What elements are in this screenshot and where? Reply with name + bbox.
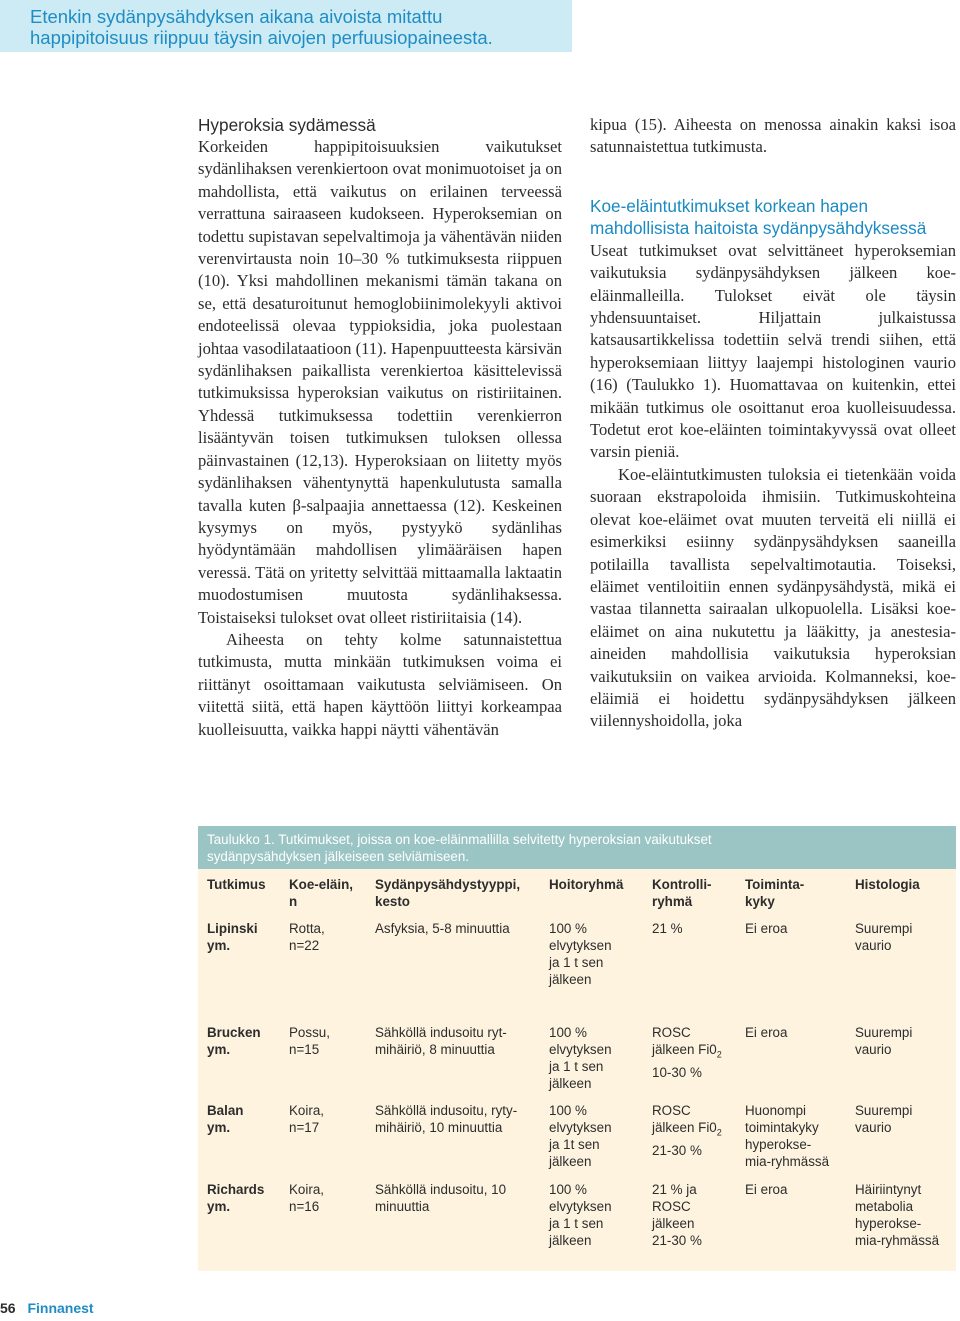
table-cell-line: hyperokse- [745,1137,812,1152]
table-header-cell [745,876,853,910]
table-cell-line: Ei eroa [745,921,788,936]
table-header-cell [652,876,744,910]
table-cell-line: ROSC [652,1025,691,1040]
table-cell [375,1181,547,1215]
table-cell-line: 100 % [549,1025,587,1040]
table-cell-line: n=15 [289,1042,320,1057]
table-cell [289,920,373,954]
table-cell-line: 21-30 % [652,1233,702,1248]
table-cell-line: Possu, [289,1025,330,1040]
table-cell-line: n=16 [289,1199,320,1214]
table-cell [289,1181,373,1215]
study-table [198,826,956,1271]
table-header-cell [375,876,547,910]
table-cell [855,920,955,954]
table-cell-line: Huonompi [745,1103,807,1118]
table-cell-line: Koira, [289,1103,324,1118]
article-paragraph: Useat tutkimukset ovat selvittäneet hyperoksemian vaikutuksia sydänpysähdyksen jälkeen koe-eläinmalleilla. Tulokset eivät ole täysin yhdensuuntaiset. Hiljattain julkaistussa katsausartikkelissa todettiin selvä trendi siihen, että hyperoksemiaan liittyy laajempi histologinen vaurio (16) (Taulukko 1). Huomattavaa on kuitenkin, ettei mikään tutkimus ole osoittanut eroa kuolleisuudessa. Todetut erot koe-eläinten toimintakyvyssä ovat olleet varsin pieniä. [590,240,956,462]
table-cell [745,1102,853,1170]
table-header-cell [289,876,373,910]
table-cell-line: n=22 [289,938,320,953]
table-cell-line: Rotta, [289,921,325,936]
section-heading: Koe-eläintutkimukset korkean hapen mahdollisista haitoista sydänpysähdyksessä [590,195,927,238]
table-cell-line: 21 % ja [652,1182,697,1197]
table-cell-line: 100 % [549,1103,587,1118]
table-cell-line: elvytyksen [549,1199,612,1214]
table-cell-line: ym. [207,1042,231,1057]
table-cell-line: mia-ryhmässä [745,1154,830,1169]
article-paragraph: Koe-eläintutkimusten tuloksia ei tietenkään voida suoraan ekstrapoloida ihmisiin. Tutkimuskohteina olevat koe-eläimet ovat muuten terveitä eli niillä ei esimerkiksi esiinny sydänpysähdyksen saaneilla potilailla tavallista sepelvaltimotautia. Toiseksi, eläimet ventiloitiin ennen sydänpysähdystä, mikä ei vastaa tilannetta sairaalan ulkopuolella. Lisäksi koe-eläimet on aina nukutettu ja lääkitty, ja anestesia-aineiden mahdollisia vaikutuksia hyperoksian vaikutuksiin on vaikea arvioida. Kolmanneksi, koe-eläimiä ei hoidettu sydänpysähdyksen jälkeen viilennyshoidolla, joka [590,464,956,731]
table-caption-bar [198,826,956,869]
table-row-label [207,1102,287,1136]
table-cell [375,1102,547,1136]
table-cell [549,1181,649,1249]
table-cell-line: Suurempi [855,1103,913,1118]
table-row-label [207,920,287,954]
table-cell-line: metabolia [855,1199,914,1214]
page-footer [0,1300,200,1316]
table-cell [375,1024,547,1058]
table-cell [549,1024,649,1092]
table-cell-line: jälkeen [549,1233,592,1248]
table-header-cell [549,876,649,893]
table-cell-line: toimintakyky [745,1120,819,1135]
table-cell-line: ym. [207,1199,231,1214]
pull-quote-text [30,6,493,48]
table-cell-line: Balan [207,1103,244,1118]
table-cell-line: Ei eroa [745,1025,788,1040]
table-cell-line: mia-ryhmässä [855,1233,940,1248]
table-cell-line: ym. [207,938,231,953]
table-cell [289,1102,373,1136]
table-cell-line: vaurio [855,938,892,953]
table-cell-line: ja 1 t sen [549,955,604,970]
table-cell [652,1102,744,1159]
table-row-label [207,1181,287,1215]
table-cell-line: elvytyksen [549,938,612,953]
pull-quote-banner [0,0,572,52]
article-paragraph: Korkeiden happipitoisuuksien vaikutukset sydänlihaksen verenkiertoon ovat monimuotoiset ja on mahdollista, että vaikutus on erilainen terveessä verrattuna sairaaseen kudokseen. Hyperoksemian on todettu supistavan sepelvaltimoja ja vähentävän niiden verenvirtausta noin 10–30 % tutkimuksesta riippuen (10). Yksi mahdollinen mekanismi tämän takana on se, että desaturoitunut hemoglobiinimolekyyli aktivoi endoteelissä olevaa typpioksidia, joka puolestaan johtaa vasodilataatioon (11). Hapenpuutteesta kärsivän sydänlihaksen paikallista verenkiertoa käsittelevissä tutkimuksissa hyperoksian vaikutus on ristiriitainen. Yhdessä tutkimuksessa todettiin verenkierron lisääntyvän toisen tutkimuksen tuloksen ollessa päinvastainen (12,13). Hyperoksiaan on liitetty myös sydänlihaksen vähentynyttä hapenkulutusta samalla tavalla kuten β-salpaajia annettaessa (12). Keskeinen kysymys on myös, pystyykö sydänlihas hyödyntämään mahdollisen ylimääräisen hapen veressä. Tätä on yritetty selvittää mittaamalla laktaatin muodostumisen muutosta sydänlihaksessa. Toistaiseksi tulokset ovat olleet ristiriitaisia (14). [198,137,562,627]
table-cell-line: 21 % [652,921,683,936]
table-cell-line: Ei eroa [745,1182,788,1197]
pull-quote-line: Etenkin sydänpysähdyksen aikana aivoista mitattu [30,6,443,27]
table-cell-line: Koira, [289,1182,324,1197]
table-cell-line: Suurempi [855,921,913,936]
table-cell-line: n [289,894,298,909]
table-cell [549,1102,649,1170]
table-cell-line: 21-30 % [652,1142,702,1158]
table-cell-line: Histologia [855,877,920,892]
table-cell-line: Koe-eläin, [289,877,353,892]
table-cell-line: Lipinski [207,921,258,936]
table-cell [745,920,853,937]
table-cell-line: elvytyksen [549,1120,612,1135]
table-cell [375,920,547,937]
pull-quote-line: happipitoisuus riippuu täysin aivojen perfuusiopaineesta. [30,27,493,48]
table-cell-line: 10-30 % [652,1064,702,1080]
table-cell-line: Sähköllä indusoitu, ryty- [375,1103,518,1118]
table-cell-line: Sähköllä indusoitu, 10 [375,1182,507,1197]
table-cell-line: Suurempi [855,1025,913,1040]
table-cell-line: jälkeen [549,1076,592,1091]
table-cell-line: Asfyksia, 5-8 minuuttia [375,921,510,936]
table-cell-line: 100 % [549,921,587,936]
table-cell-line: Sähköllä indusoitu ryt- [375,1025,507,1040]
table-cell [855,1024,955,1058]
table-cell-line: ROSC [652,1103,691,1118]
table-cell-line: Sydänpysähdystyyppi, [375,877,521,892]
table-cell-line: Kontrolli- [652,877,712,892]
table-cell-line: jälkeen [549,1154,592,1169]
table-cell-line: ym. [207,1120,231,1135]
table-cell [855,1181,955,1249]
table-cell-line: ryhmä [652,894,693,909]
table-cell-line: kesto [375,894,410,909]
table-cell-line: mihäiriö, 10 minuuttia [375,1120,503,1135]
table-cell [652,920,744,937]
table-cell-line: ja 1t sen [549,1137,600,1152]
article-column-right [590,114,956,733]
table-cell-line: Hoitoryhmä [549,877,624,892]
table-cell [289,1024,373,1058]
table-cell-line: mihäiriö, 8 minuuttia [375,1042,495,1057]
article-paragraph: kipua (15). Aiheesta on menossa ainakin kaksi isoa satunnaistettua tutkimusta. [590,115,956,157]
table-cell-line: jälkeen $Fi0_2$ [652,1042,722,1060]
table-cell-line: ja 1 t sen [549,1059,604,1074]
table-cell-line: Tutkimus [207,877,266,892]
table-cell-line: Brucken [207,1025,261,1040]
table-cell-line: vaurio [855,1042,892,1057]
table-cell [652,1024,744,1081]
table-cell-line: jälkeen [652,1216,695,1231]
table-cell-line: Richards [207,1182,265,1197]
table-cell-line: ja 1 t sen [549,1216,604,1231]
table-cell [855,1102,955,1136]
section-heading: Hyperoksia sydämessä [198,115,376,135]
table-cell-line: vaurio [855,1120,892,1135]
table-cell-line: kyky [745,894,775,909]
table-cell-line: Häiriintynyt [855,1182,922,1197]
table-caption [207,831,947,865]
table-cell-line: ROSC [652,1199,691,1214]
table-cell-line: jälkeen $Fi0_2$ [652,1120,722,1138]
table-caption-line: Taulukko 1. Tutkimukset, joissa on koe-eläinmallilla selvitetty hyperoksian vaikutukset [207,832,712,847]
article-column-middle [198,114,562,741]
table-cell [549,920,649,988]
table-caption-line: sydänpysähdyksen jälkeiseen selviämiseen. [207,849,470,864]
table-cell-line: jälkeen [549,972,592,987]
article-paragraph: Aiheesta on tehty kolme satunnaistettua tutkimusta, mutta minkään tutkimuksen voima ei riittänyt osoittamaan vaikutusta selviämiseen. On viitettä siitä, että hapen käyttöön liittyi korkeampaa kuolleisuutta, vaikka happi näytti vähentävän [198,629,562,739]
table-cell-line: 100 % [549,1182,587,1197]
table-header-cell [855,876,955,893]
table-cell-line: hyperokse- [855,1216,922,1231]
table-cell [745,1024,853,1041]
table-row-label [207,1024,287,1058]
table-cell-line: Toiminta- [745,877,805,892]
magazine-name: Finnanest [27,1300,94,1316]
table-cell-line: elvytyksen [549,1042,612,1057]
table-cell [745,1181,853,1198]
table-cell-line: n=17 [289,1120,320,1135]
page-number: 56 [0,1300,16,1316]
table-cell [652,1181,744,1249]
table-header-cell [207,876,287,893]
table-cell-line: minuuttia [375,1199,430,1214]
